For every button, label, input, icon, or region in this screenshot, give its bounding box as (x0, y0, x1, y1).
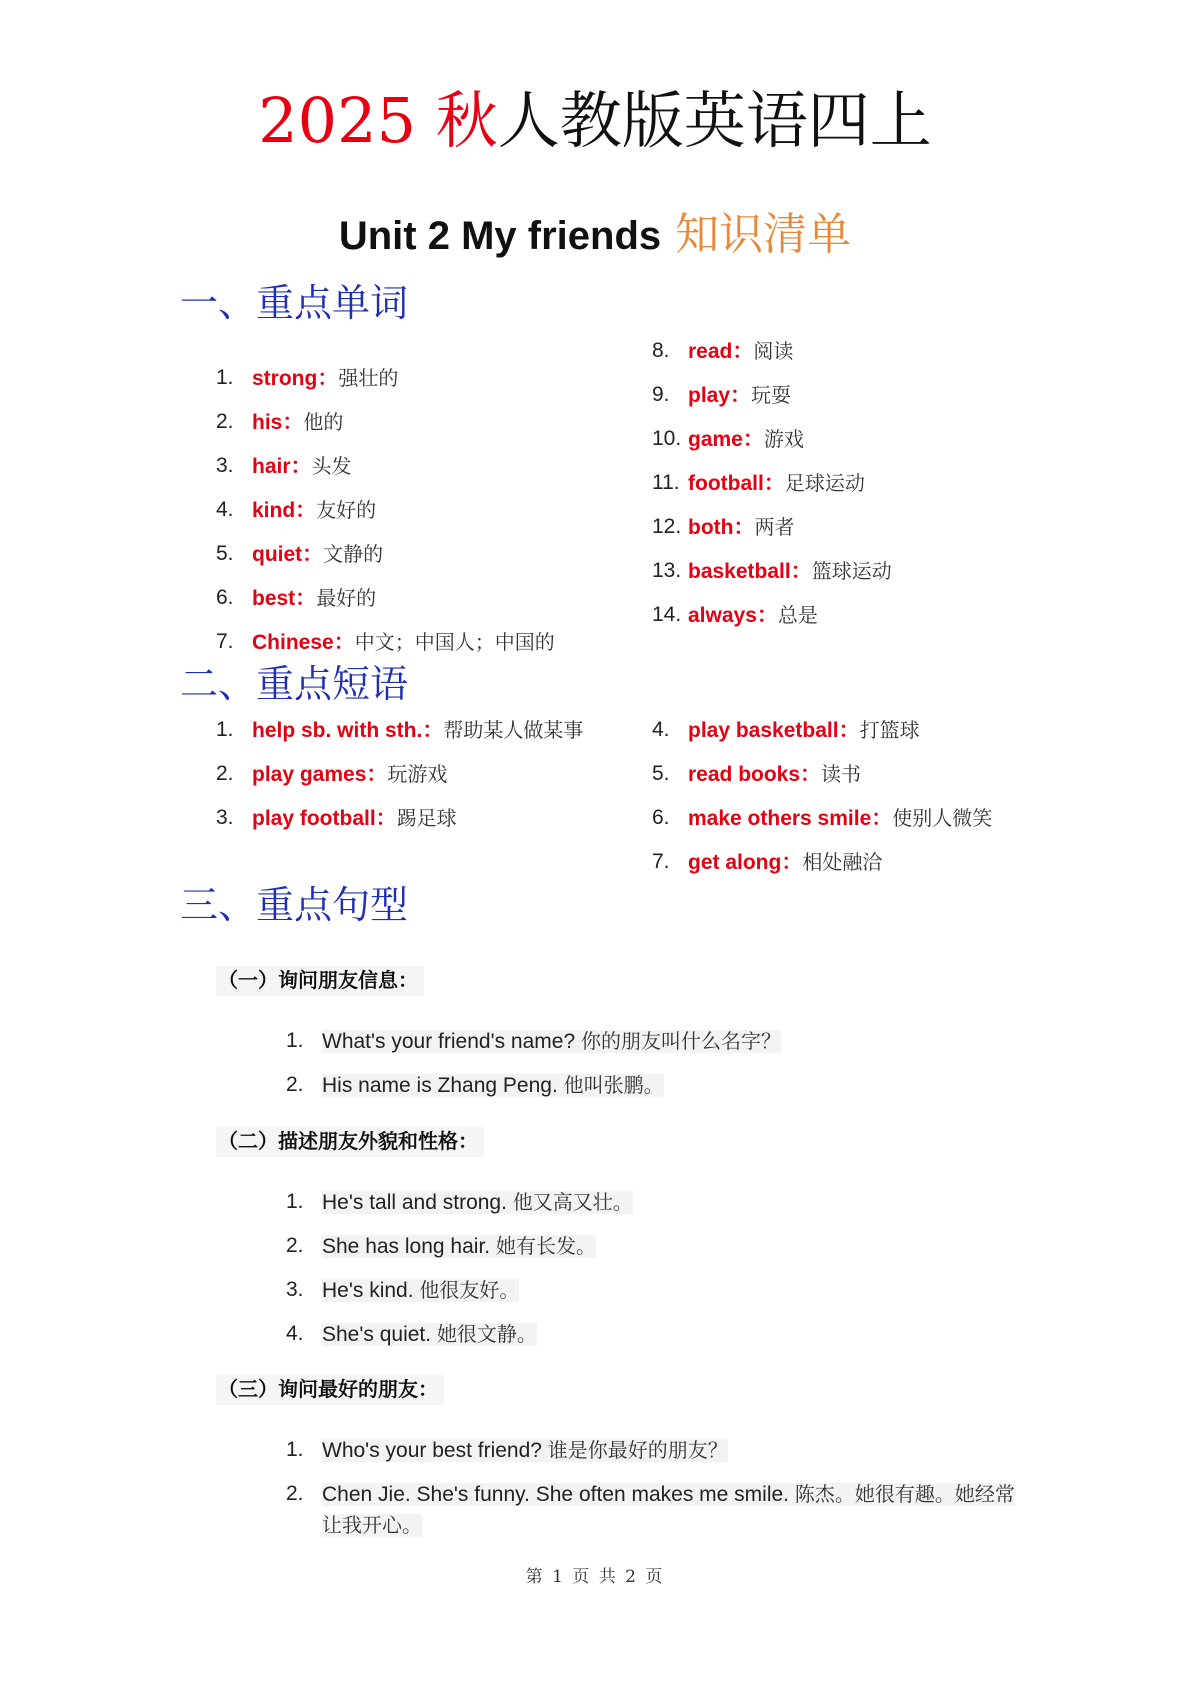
list-item (652, 336, 1032, 367)
term: strong： (252, 367, 339, 390)
list-item (652, 715, 1032, 746)
definition: 游戏 (763, 427, 804, 451)
sentence-list (286, 1026, 781, 1114)
item-number: 2. (216, 762, 234, 785)
definition: 文静的 (323, 542, 384, 566)
item-number: 8. (652, 339, 670, 362)
term: make others smile： (688, 807, 893, 830)
term: play basketball： (688, 719, 860, 742)
sentence-list (286, 1435, 1016, 1554)
definition: 他的 (303, 410, 344, 434)
list-item (652, 600, 1032, 631)
phrases-list-right (652, 715, 1032, 891)
term: read books： (688, 763, 822, 786)
term: best： (252, 587, 317, 610)
term: game： (688, 428, 764, 451)
item-number: 6. (652, 806, 670, 829)
definition: 玩游戏 (387, 762, 448, 786)
item-number: 13. (652, 559, 682, 582)
item-number: 9. (652, 383, 670, 406)
definition: 使别人微笑 (892, 806, 993, 830)
sentence-en: She's quiet. (322, 1323, 432, 1346)
item-number: 1. (286, 1438, 304, 1461)
list-item (652, 424, 1032, 455)
list-item (652, 803, 1032, 834)
list-item (216, 803, 588, 834)
unit-subtitle (0, 205, 1190, 266)
item-number: 5. (652, 762, 670, 785)
sentence-cn: 她很文静。 (436, 1322, 537, 1346)
list-item (286, 1026, 781, 1057)
list-item (652, 468, 1032, 499)
term: both： (688, 516, 755, 539)
words-heading: 一、重点单词 (180, 281, 409, 325)
item-number: 1. (216, 366, 234, 389)
list-item (652, 380, 1032, 411)
term: basketball： (688, 560, 812, 583)
item-number: 4. (652, 718, 670, 741)
item-number: 2. (286, 1482, 304, 1505)
group-title: （二）描述朋友外貌和性格： (216, 1127, 484, 1157)
list-item (216, 715, 588, 746)
item-number: 2. (286, 1234, 304, 1257)
list-item (652, 847, 1032, 878)
sentence-cn: 他很友好。 (419, 1278, 520, 1302)
sentence-cn: 你的朋友叫什么名字？ (580, 1029, 781, 1053)
sentence-cn: 谁是你最好的朋友？ (547, 1438, 728, 1462)
list-item (286, 1435, 1016, 1466)
definition: 最好的 (316, 586, 377, 610)
list-item (216, 451, 596, 482)
term: football： (688, 472, 785, 495)
words-list-right (652, 336, 1032, 644)
list-item (216, 583, 596, 614)
list-item (286, 1070, 781, 1101)
sentence-cn: 他又高又壮。 (512, 1190, 633, 1214)
list-item (286, 1319, 633, 1350)
definition: 相处融洽 (802, 850, 883, 874)
term: kind： (252, 499, 317, 522)
sentence-en: He's kind. (322, 1279, 414, 1302)
item-number: 10. (652, 427, 682, 450)
definition: 强壮的 (338, 366, 399, 390)
list-item (216, 407, 596, 438)
definition: 总是 (777, 603, 818, 627)
item-number: 12. (652, 515, 682, 538)
term: hair： (252, 455, 312, 478)
title-rest: 人教版英语四上 (497, 84, 932, 157)
item-number: 14. (652, 603, 682, 626)
subtitle-en: Unit 2 My friends (338, 214, 662, 258)
term: read： (688, 340, 754, 363)
item-number: 2. (216, 410, 234, 433)
sentence-list (286, 1187, 633, 1363)
term: play： (688, 384, 752, 407)
term: quiet： (252, 543, 324, 566)
definition: 帮助某人做某事 (443, 718, 584, 742)
item-number: 1. (216, 718, 234, 741)
list-item (652, 759, 1032, 790)
list-item (216, 627, 596, 658)
sentence-en: She has long hair. (322, 1235, 491, 1258)
term: play football： (252, 807, 397, 830)
list-item (216, 363, 596, 394)
term: help sb. with sth.： (252, 719, 444, 742)
item-number: 1. (286, 1029, 304, 1052)
list-item (286, 1187, 633, 1218)
term: get along： (688, 851, 803, 874)
phrases-list-left (216, 715, 588, 847)
item-number: 4. (216, 498, 234, 521)
title-year-season: 2025 秋 (258, 84, 498, 157)
group-title: （三）询问最好的朋友： (216, 1375, 444, 1405)
sentence-en: Chen Jie. She's funny. She often makes me smile. (322, 1483, 790, 1506)
item-number: 3. (216, 806, 234, 829)
term: his： (252, 411, 304, 434)
item-number: 3. (286, 1278, 304, 1301)
item-number: 7. (652, 850, 670, 873)
group-title: （一）询问朋友信息： (216, 966, 424, 996)
list-item (286, 1479, 1016, 1541)
definition: 中文；中国人；中国的 (354, 630, 555, 654)
item-number: 1. (286, 1190, 304, 1213)
list-item (216, 759, 588, 790)
sentences-heading: 三、重点句型 (180, 883, 409, 927)
term: always： (688, 604, 778, 627)
definition: 阅读 (753, 339, 794, 363)
sentence-en: He's tall and strong. (322, 1191, 507, 1214)
sentence-cn: 她有长发。 (495, 1234, 596, 1258)
list-item (216, 539, 596, 570)
subtitle-cn: 知识清单 (675, 209, 852, 260)
sentence-en: What's your friend's name? (322, 1030, 576, 1053)
definition: 两者 (754, 515, 795, 539)
document-title (0, 78, 1190, 164)
definition: 读书 (821, 762, 862, 786)
definition: 友好的 (316, 498, 377, 522)
list-item (216, 495, 596, 526)
definition: 篮球运动 (811, 559, 892, 583)
definition: 踢足球 (396, 806, 457, 830)
definition: 打篮球 (859, 718, 920, 742)
term: play games： (252, 763, 388, 786)
list-item (286, 1275, 633, 1306)
item-number: 7. (216, 630, 234, 653)
words-list-left (216, 363, 596, 671)
item-number: 3. (216, 454, 234, 477)
sentence-cn: 陈杰。她很有趣。她经常让我开心。 (322, 1482, 1015, 1537)
term: Chinese： (252, 631, 355, 654)
definition: 足球运动 (784, 471, 865, 495)
sentence-en: His name is Zhang Peng. (322, 1074, 558, 1097)
item-number: 11. (652, 471, 680, 494)
phrases-heading: 二、重点短语 (180, 662, 409, 706)
item-number: 2. (286, 1073, 304, 1096)
sentence-en: Who's your best friend? (322, 1439, 542, 1462)
definition: 头发 (311, 454, 352, 478)
item-number: 4. (286, 1322, 304, 1345)
item-number: 6. (216, 586, 234, 609)
item-number: 5. (216, 542, 234, 565)
definition: 玩耍 (751, 383, 792, 407)
list-item (652, 512, 1032, 543)
list-item (286, 1231, 633, 1262)
page-footer: 第 1 页 共 2 页 (525, 1567, 665, 1587)
list-item (652, 556, 1032, 587)
sentence-cn: 他叫张鹏。 (563, 1073, 664, 1097)
